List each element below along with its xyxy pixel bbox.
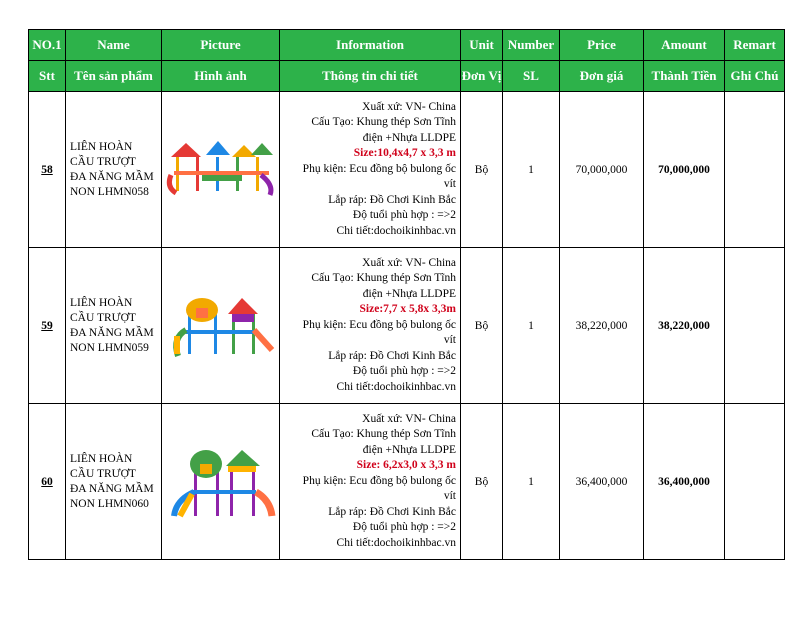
header-row-vietnamese (29, 61, 785, 92)
row-unit: Bộ (461, 92, 503, 248)
info-detail: Chi tiết:dochoikinhbac.vn (336, 536, 456, 549)
info-origin: Xuất xứ: VN- China (362, 100, 456, 113)
product-name: LIÊN HOÀN CẦU TRƯỢT ĐA NĂNG MẦM NON LHMN059 (66, 248, 162, 404)
col-header-unit: Unit (461, 30, 503, 61)
info-detail: Chi tiết:dochoikinhbac.vn (336, 380, 456, 393)
col-header-thong-tin: Thông tin chi tiết (280, 61, 461, 92)
info-assembly: Lắp ráp: Đồ Chơi Kinh Bắc (328, 193, 456, 206)
info-structure: Cấu Tạo: Khung thép Sơn Tĩnh (311, 428, 456, 441)
info-origin: Xuất xứ: VN- China (362, 256, 456, 269)
col-header-hinh-anh: Hình ảnh (162, 61, 280, 92)
info-origin: Xuất xứ: VN- China (362, 412, 456, 425)
col-header-don-gia: Đơn giá (560, 61, 644, 92)
col-header-thanh-tien: Thành Tiền (644, 61, 725, 92)
col-header-stt: Stt (29, 61, 66, 92)
product-name: LIÊN HOÀN CẦU TRƯỢT ĐA NĂNG MẦM NON LHMN060 (66, 404, 162, 560)
col-header-don-vi: Đơn Vị (461, 61, 503, 92)
row-amount: 36,400,000 (644, 404, 725, 560)
info-structure: Cấu Tạo: Khung thép Sơn Tĩnh (311, 116, 456, 129)
info-accessory: Phụ kiện: Ecu đồng bộ bulong ốc (302, 474, 456, 487)
info-age: Độ tuổi phù hợp : =>2 (352, 521, 456, 534)
col-header-ten-san-pham: Tên sản phẩm (66, 61, 162, 92)
info-assembly: Lắp ráp: Đồ Chơi Kinh Bắc (328, 505, 456, 518)
col-header-remark: Remart (725, 30, 785, 61)
col-header-information: Information (280, 30, 461, 61)
info-accessory: Phụ kiện: Ecu đồng bộ bulong ốc (302, 318, 456, 331)
row-stt[interactable]: 60 (29, 404, 66, 560)
row-price: 38,220,000 (560, 248, 644, 404)
table-row (29, 92, 785, 248)
row-stt[interactable]: 58 (29, 92, 66, 248)
row-amount: 38,220,000 (644, 248, 725, 404)
row-price: 36,400,000 (560, 404, 644, 560)
row-amount: 70,000,000 (644, 92, 725, 248)
col-header-sl: SL (503, 61, 560, 92)
product-picture (162, 92, 280, 248)
info-age: Độ tuổi phù hợp : =>2 (352, 365, 456, 378)
row-number: 1 (503, 248, 560, 404)
col-header-amount: Amount (644, 30, 725, 61)
row-price: 70,000,000 (560, 92, 644, 248)
row-stt[interactable]: 59 (29, 248, 66, 404)
product-picture (162, 404, 280, 560)
info-size: Size:10,4x4,7 x 3,3 m (353, 147, 456, 160)
row-number: 1 (503, 92, 560, 248)
info-detail: Chi tiết:dochoikinhbac.vn (336, 224, 456, 237)
info-assembly: Lắp ráp: Đồ Chơi Kinh Bắc (328, 349, 456, 362)
info-size: Size:7,7 x 5,8x 3,3m (359, 303, 456, 316)
product-picture (162, 248, 280, 404)
info-size: Size: 6,2x3,0 x 3,3 m (356, 459, 456, 472)
row-remark (725, 248, 785, 404)
col-header-number: Number (503, 30, 560, 61)
table-row (29, 404, 785, 560)
col-header-price: Price (560, 30, 644, 61)
info-structure: Cấu Tạo: Khung thép Sơn Tĩnh (311, 272, 456, 285)
row-unit: Bộ (461, 248, 503, 404)
product-name: LIÊN HOÀN CẦU TRƯỢT ĐA NĂNG MẦM NON LHMN058 (66, 92, 162, 248)
col-header-no: NO.1 (29, 30, 66, 61)
playground-image (166, 286, 276, 366)
col-header-picture: Picture (162, 30, 280, 61)
playground-image (166, 135, 276, 205)
row-unit: Bộ (461, 404, 503, 560)
row-number: 1 (503, 404, 560, 560)
col-header-name: Name (66, 30, 162, 61)
price-table (28, 29, 785, 560)
playground-image (166, 442, 276, 522)
product-info: Xuất xứ: VN- China Cấu Tạo: Khung thép Sơn Tĩnh điện +Nhựa LLDPE Size:7,7 x 5,8x 3,3m Phụ kiện: Ecu đồng bộ bulong ốc vít Lắp ráp: Đồ Chơi Kinh Bắc Độ tuổi phù hợp : =>2 Chi tiết:dochoikinhbac.vn (280, 248, 461, 404)
col-header-ghi-chu: Ghi Chú (725, 61, 785, 92)
product-info: Xuất xứ: VN- China Cấu Tạo: Khung thép Sơn Tĩnh điện +Nhựa LLDPE Size:10,4x4,7 x 3,3 m Phụ kiện: Ecu đồng bộ bulong ốc vít Lắp ráp: Đồ Chơi Kinh Bắc Độ tuổi phù hợp : =>2 Chi tiết:dochoikinhbac.vn (280, 92, 461, 248)
header-row-english (29, 30, 785, 61)
product-info: Xuất xứ: VN- China Cấu Tạo: Khung thép Sơn Tĩnh điện +Nhựa LLDPE Size: 6,2x3,0 x 3,3 m Phụ kiện: Ecu đồng bộ bulong ốc vít Lắp ráp: Đồ Chơi Kinh Bắc Độ tuổi phù hợp : =>2 Chi tiết:dochoikinhbac.vn (280, 404, 461, 560)
info-age: Độ tuổi phù hợp : =>2 (352, 209, 456, 222)
row-remark (725, 92, 785, 248)
info-accessory: Phụ kiện: Ecu đồng bộ bulong ốc (302, 162, 456, 175)
table-row (29, 248, 785, 404)
row-remark (725, 404, 785, 560)
